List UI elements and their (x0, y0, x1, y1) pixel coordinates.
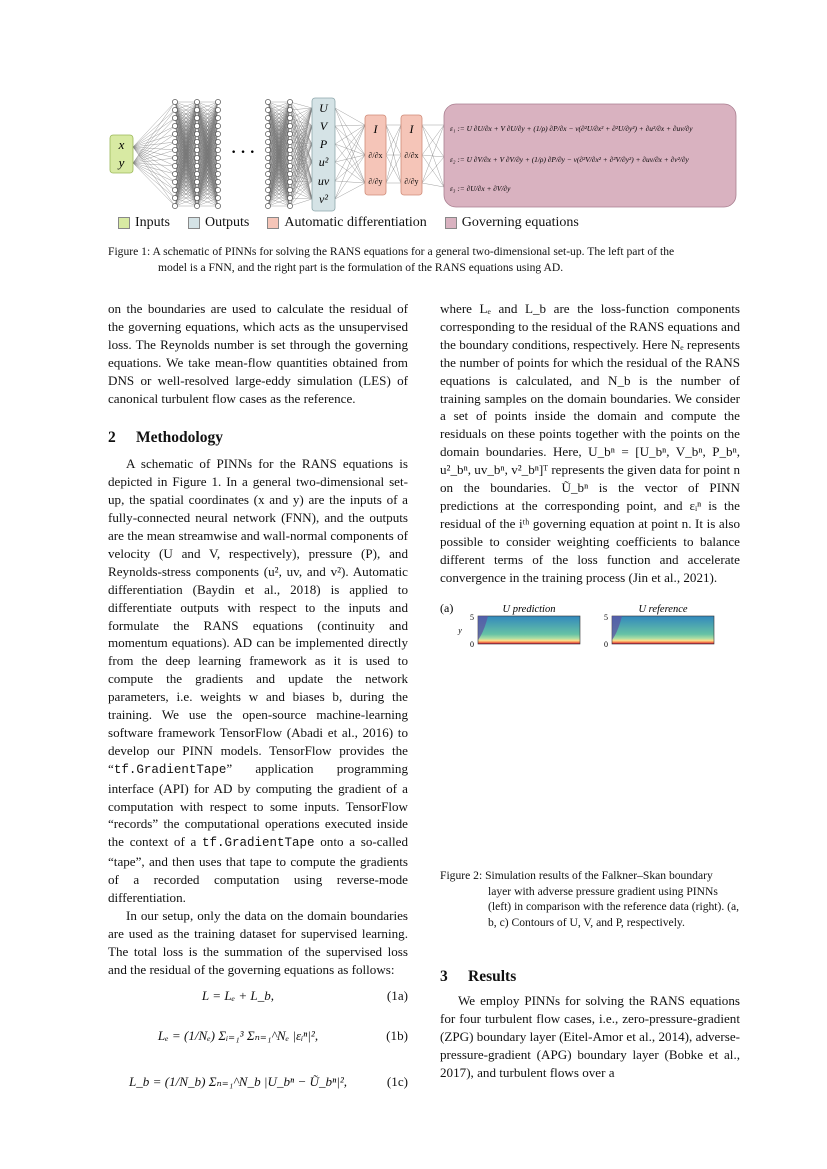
paragraph: where Lₑ and L_b are the loss-function components corresponding to the residual of the RANS equations and the boundary conditions, respectively. Here Nₑ represents the number of points for which the residual of the RANS equations is calculated, and N_b is the number of training samples on the domain boundaries. We consider a set of points inside the domain and compute the residuals on these points together with the points on the domain boundaries. Here, U_bⁿ = [U_bⁿ, V_bⁿ, P_bⁿ, u²_bⁿ, uv_bⁿ, v²_bⁿ]ᵀ represents the given data for point n on the boundaries. Ũ_bⁿ is the vector of PINN predictions at the corresponding point, and εᵢⁿ is the residual of the iᵗʰ governing equation at point n. It is also possible to consider weighting coefficients to balance different terms of the loss function and accelerate convergence in the training process (Jin et al., 2021). (440, 301, 740, 585)
network-neuron (265, 147, 270, 152)
network-neuron (194, 171, 199, 176)
network-neuron (172, 99, 177, 104)
network-neuron (172, 123, 177, 128)
network-neuron (287, 195, 292, 200)
y-axis-label: y (458, 626, 462, 635)
network-neuron (215, 107, 220, 112)
network-neuron (194, 147, 199, 152)
paragraph: We employ PINNs for solving the RANS equations for four turbulent flow cases, i.e., zero-pressure-gradient (ZPG) boundary layer (Eitel-Amor et al., 2014), adverse-pressure-gradient (APG) boundary layer (Bobke et al., 2017), and turbulent flows over a (440, 992, 740, 1080)
network-neuron (265, 203, 270, 208)
results-section (440, 968, 740, 1081)
input-x: x (118, 137, 125, 152)
network-neuron (172, 179, 177, 184)
network-neuron (215, 131, 220, 136)
ad2-dy: ∂/∂y (404, 177, 419, 186)
figure-1-caption: Figure 1: A schematic of PINNs for solving the RANS equations for a general two-dimensional set-up. The left part of the model is a FNN, and the right part is the formulation of the RANS equations using AD. (108, 245, 675, 274)
network-neuron (287, 171, 292, 176)
network-neuron (287, 99, 292, 104)
network-neuron (265, 115, 270, 120)
network-neuron (265, 99, 270, 104)
network-neuron (287, 107, 292, 112)
network-neuron (265, 171, 270, 176)
network-neuron (172, 187, 177, 192)
network-neuron (172, 155, 177, 160)
network-neuron (172, 131, 177, 136)
network-neuron (215, 187, 220, 192)
output-P: P (319, 137, 328, 151)
reference-title: U reference (638, 604, 688, 615)
network-neuron (265, 107, 270, 112)
output-vv: v² (319, 192, 328, 206)
network-neuron (172, 203, 177, 208)
network-neuron (215, 115, 220, 120)
figure-1-schematic (100, 95, 740, 235)
paragraph: A schematic of PINNs for the RANS equations is depicted in Figure 1. In a general two-dimensional set-up, the spatial coordinates (x and y) are the inputs of a fully-connected neural network (FNN), and the outputs are the mean streamwise and wall-normal components of velocity (U and V, respectively), pressure (P), and Reynolds-stress components (u², uv, and v²). Automatic differentiation (Baydin et al., 2018) is applied to differentiate outputs with respect to the inputs and formulate the RANS equations (continuity and momentum equations). AD can be implemented directly from the deep learning framework as it is used to compute the gradients and update the network parameters, i.e. weights w and biases b, during the training. We use the open-source machine-learning software framework TensorFlow (Abadi et al., 2016) to develop our PINN models. TensorFlow provides the “tf.GradientTape” application programming interface (API) for AD by computing the gradient of a computation with respect to some inputs. TensorFlow “records” the computational operations executed inside the context of a tf.GradientTape onto a so-called “tape”, and then uses that tape to compute the gradients of a recorded computation using reverse-mode differentiation. (108, 456, 408, 906)
network-neuron (215, 171, 220, 176)
y-tick: 5 (470, 613, 474, 622)
equation-eps2: ε₂ := U ∂V/∂x + V ∂V/∂y + (1/ρ) ∂P/∂y − ν(∂²V/∂x² + ∂²V/∂y²) + ∂uv/∂x + ∂v²/∂y (450, 155, 689, 164)
panel-tag: (a) (440, 601, 454, 615)
network-neuron (287, 147, 292, 152)
network-neuron (265, 131, 270, 136)
network-neuron (194, 99, 199, 104)
legend-ad: Automatic differentiation (267, 215, 426, 231)
right-column (440, 300, 740, 587)
hidden-layer-ellipsis: · · · (230, 144, 256, 161)
network-neuron (265, 163, 270, 168)
legend-swatch-ad (267, 217, 279, 229)
section-heading-methodology: 2 Methodology (108, 429, 223, 447)
network-neuron (287, 163, 292, 168)
network-neuron (194, 203, 199, 208)
network-neuron (172, 147, 177, 152)
network-neuron (265, 123, 270, 128)
network-neuron (172, 171, 177, 176)
equation-1b: Lₑ = (1/Nₑ) Σᵢ₌₁³ Σₙ₌₁^Nₑ |εᵢⁿ|², (1b) (157, 1027, 408, 1043)
paragraph: on the boundaries are used to calculate the residual of the governing equations, which acts as the unsupervised loss. The Reynolds number is set through the governing equations. We take mean-flow quantities obtained from DNS or well-resolved large-eddy simulation (LES) of canonical turbulent flow cases as the reference. (108, 301, 408, 406)
network-neuron (265, 195, 270, 200)
figure-2-caption: Figure 2: Simulation results of the Falkner–Skan boundary layer with adverse pressure gradient using PINNs (left) in comparison with the reference data (right). (a, b, c) Contours of U, V, and P, respectively. (440, 869, 740, 929)
legend-outputs: Outputs (188, 215, 249, 231)
network-neuron (215, 139, 220, 144)
network-neuron (215, 163, 220, 168)
network-neuron (194, 179, 199, 184)
network-neuron (194, 155, 199, 160)
equation-eps3: ε₃ := ∂U/∂x + ∂V/∂y (450, 184, 511, 193)
network-neuron (287, 187, 292, 192)
network-neuron (215, 123, 220, 128)
ad1-identity: I (373, 122, 378, 136)
network-neuron (265, 179, 270, 184)
legend-swatch-equations (445, 217, 457, 229)
equation-1a: L = Lₑ + L_b, (1a) (201, 987, 408, 1003)
output-U: U (319, 101, 328, 115)
network-neuron (215, 179, 220, 184)
network-neuron (172, 139, 177, 144)
network-neuron (287, 123, 292, 128)
equation-eps1: ε₁ := U ∂U/∂x + V ∂U/∂y + (1/ρ) ∂P/∂x − ν(∂²U/∂x² + ∂²U/∂y²) + ∂u²/∂x + ∂uv/∂y (450, 124, 693, 133)
legend-swatch-outputs (188, 217, 200, 229)
network-neuron (194, 195, 199, 200)
figure-1-legend (118, 215, 579, 231)
network-neuron (172, 107, 177, 112)
network-neuron (172, 115, 177, 120)
output-V: V (319, 119, 328, 133)
network-neuron (215, 195, 220, 200)
network-neuron (287, 139, 292, 144)
network-neuron (194, 107, 199, 112)
y-tick: 5 (604, 613, 608, 622)
section-heading-results: 3 Results (440, 968, 517, 985)
ad1-dy: ∂/∂y (368, 177, 383, 186)
prediction-contour (478, 616, 580, 644)
y-tick: 0 (604, 640, 608, 649)
network-neuron (194, 131, 199, 136)
network-neuron (215, 147, 220, 152)
figure-2-contours (440, 598, 740, 856)
network-neuron (194, 187, 199, 192)
network-neuron (172, 195, 177, 200)
network-neuron (287, 115, 292, 120)
network-neuron (215, 99, 220, 104)
legend-swatch-inputs (118, 217, 130, 229)
paragraph: In our setup, only the data on the domain boundaries are used as the training dataset for supervised learning. The total loss is the summation of the supervised loss and the residual of the governing equations as follows: (108, 908, 408, 977)
network-neuron (194, 139, 199, 144)
prediction-title: U prediction (502, 604, 556, 615)
equation-1c: L_b = (1/N_b) Σₙ₌₁^N_b |U_bⁿ − Ũ_bⁿ|², (1c) (128, 1073, 408, 1089)
left-column (108, 300, 408, 1107)
network-neuron (265, 187, 270, 192)
network-neuron (215, 203, 220, 208)
input-y: y (118, 155, 125, 170)
y-tick: 0 (470, 640, 474, 649)
network-neuron (194, 115, 199, 120)
legend-inputs: Inputs (118, 215, 170, 231)
network-neuron (287, 155, 292, 160)
legend-equations: Governing equations (445, 215, 579, 231)
output-uv: uv (317, 174, 330, 188)
reference-contour (612, 616, 714, 644)
network-neuron (215, 155, 220, 160)
network-neuron (194, 163, 199, 168)
network-neuron (265, 155, 270, 160)
network-neuron (287, 203, 292, 208)
output-uu: u² (318, 155, 329, 169)
network-neuron (287, 131, 292, 136)
network-neuron (172, 163, 177, 168)
network-neuron (265, 139, 270, 144)
ad2-identity: I (409, 122, 414, 136)
ad1-dx: ∂/∂x (368, 151, 383, 160)
ad2-dx: ∂/∂x (404, 151, 419, 160)
network-neuron (194, 123, 199, 128)
network-neuron (287, 179, 292, 184)
